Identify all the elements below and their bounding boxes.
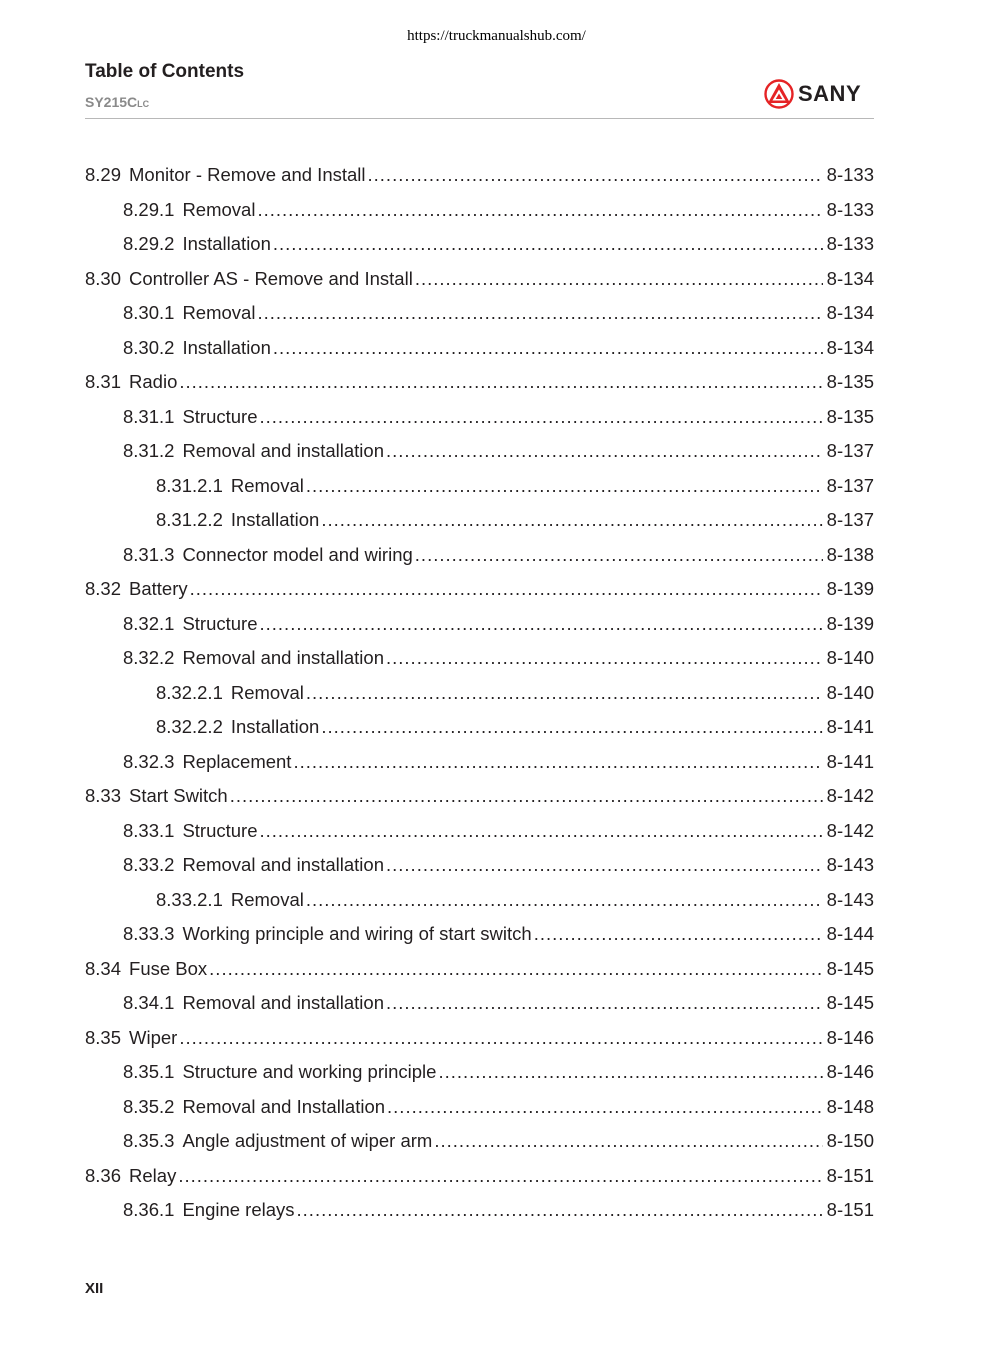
toc-entry-page: 8-145: [826, 992, 874, 1014]
toc-dot-leader: [386, 854, 823, 876]
toc-entry[interactable]: [85, 952, 874, 987]
toc-entry-page: 8-146: [826, 1026, 874, 1048]
toc-entry-title: Removal: [182, 302, 256, 324]
toc-entry-title: Removal: [230, 888, 304, 910]
toc-entry-title: Monitor - Remove and Install: [129, 164, 366, 186]
toc-dot-leader: [273, 233, 823, 255]
table-of-contents: [85, 158, 874, 1228]
toc-entry-title: Start Switch: [129, 785, 228, 807]
toc-dot-leader: [230, 785, 823, 807]
toc-entry-number: 8.32.3: [123, 750, 175, 772]
toc-entry-title: Removal and installation: [182, 647, 384, 669]
toc-entry-number: 8.34.1: [123, 992, 175, 1014]
toc-entry[interactable]: [85, 676, 874, 711]
toc-dot-leader: [297, 1199, 823, 1221]
toc-entry-number: 8.29: [85, 164, 122, 186]
toc-entry-number: 8.34: [85, 957, 122, 979]
toc-entry-number: 8.32.2.2: [156, 716, 223, 738]
toc-dot-leader: [178, 1165, 822, 1187]
toc-entry-number: 8.33: [85, 785, 122, 807]
toc-entry-number: 8.36: [85, 1164, 122, 1186]
toc-entry-number: 8.33.2: [123, 854, 175, 876]
toc-entry-number: 8.30.2: [123, 336, 175, 358]
toc-entry-title: Installation: [230, 509, 320, 531]
toc-entry-page: 8-151: [826, 1164, 874, 1186]
toc-entry-page: 8-139: [826, 578, 874, 600]
toc-entry-title: Removal and installation: [182, 440, 384, 462]
toc-entry-title: Replacement: [182, 750, 292, 772]
toc-dot-leader: [260, 613, 823, 635]
toc-entry-number: 8.35.2: [123, 1095, 175, 1117]
model-main: SY215C: [85, 94, 138, 110]
toc-dot-leader: [321, 716, 822, 738]
toc-entry-page: 8-151: [826, 1199, 874, 1221]
toc-entry-title: Connector model and wiring: [182, 543, 413, 565]
toc-dot-leader: [321, 509, 822, 531]
toc-entry[interactable]: [85, 710, 874, 745]
toc-entry-title: Installation: [182, 233, 271, 255]
toc-entry-number: 8.35.1: [123, 1061, 175, 1083]
toc-entry-title: Removal and installation: [182, 992, 384, 1014]
toc-entry[interactable]: [85, 641, 874, 676]
toc-entry[interactable]: [85, 1159, 874, 1194]
toc-entry-title: Removal and installation: [182, 854, 384, 876]
toc-entry-page: 8-150: [826, 1130, 874, 1152]
toc-entry-number: 8.32.2.1: [156, 681, 223, 703]
toc-entry[interactable]: [85, 745, 874, 780]
toc-entry-title: Fuse Box: [129, 957, 208, 979]
toc-dot-leader: [415, 544, 823, 566]
toc-entry-page: 8-135: [826, 405, 874, 427]
toc-entry-page: 8-146: [826, 1061, 874, 1083]
toc-entry-page: 8-143: [826, 888, 874, 910]
toc-entry[interactable]: [85, 848, 874, 883]
toc-entry[interactable]: [85, 158, 874, 193]
toc-entry-number: 8.33.2.1: [156, 888, 223, 910]
toc-dot-leader: [386, 440, 823, 462]
toc-entry[interactable]: [85, 227, 874, 262]
toc-dot-leader: [534, 923, 823, 945]
toc-dot-leader: [368, 164, 823, 186]
toc-entry-title: Removal and Installation: [182, 1095, 386, 1117]
brand-wordmark: SANY: [798, 81, 862, 106]
toc-dot-leader: [306, 889, 823, 911]
toc-entry[interactable]: [85, 365, 874, 400]
toc-dot-leader: [209, 958, 823, 980]
toc-entry-title: Working principle and wiring of start switch: [182, 923, 532, 945]
toc-entry-page: 8-134: [826, 302, 874, 324]
toc-entry[interactable]: [85, 779, 874, 814]
toc-entry-title: Engine relays: [182, 1199, 295, 1221]
toc-dot-leader: [386, 647, 823, 669]
toc-entry-title: Wiper: [129, 1026, 178, 1048]
toc-entry[interactable]: [85, 917, 874, 952]
toc-dot-leader: [257, 199, 822, 221]
toc-entry-page: 8-134: [826, 336, 874, 358]
toc-entry[interactable]: [85, 1090, 874, 1125]
toc-entry[interactable]: [85, 607, 874, 642]
toc-dot-leader: [260, 406, 823, 428]
toc-entry-number: 8.31.1: [123, 405, 175, 427]
toc-dot-leader: [438, 1061, 822, 1083]
toc-entry[interactable]: [85, 262, 874, 297]
toc-entry-title: Removal: [230, 474, 304, 496]
toc-entry-page: 8-140: [826, 647, 874, 669]
toc-entry-number: 8.32.2: [123, 647, 175, 669]
toc-entry-page: 8-137: [826, 509, 874, 531]
toc-entry-page: 8-141: [826, 750, 874, 772]
toc-dot-leader: [306, 475, 823, 497]
toc-entry-page: 8-139: [826, 612, 874, 634]
toc-entry[interactable]: [85, 331, 874, 366]
toc-entry-number: 8.32: [85, 578, 122, 600]
toc-entry-title: Controller AS - Remove and Install: [129, 267, 413, 289]
toc-entry-page: 8-138: [826, 543, 874, 565]
toc-entry-page: 8-133: [826, 198, 874, 220]
toc-entry-number: 8.30.1: [123, 302, 175, 324]
toc-dot-leader: [306, 682, 823, 704]
toc-entry-title: Structure: [182, 612, 258, 634]
toc-entry-title: Installation: [230, 716, 320, 738]
toc-entry-title: Structure: [182, 819, 258, 841]
toc-entry-title: Relay: [129, 1164, 177, 1186]
sany-logo: [764, 78, 876, 110]
toc-entry-number: 8.35.3: [123, 1130, 175, 1152]
toc-entry-number: 8.30: [85, 267, 122, 289]
toc-entry-number: 8.32.1: [123, 612, 175, 634]
source-url[interactable]: https://truckmanualshub.com/: [407, 28, 586, 44]
toc-dot-leader: [190, 578, 823, 600]
toc-entry[interactable]: [85, 814, 874, 849]
toc-entry-number: 8.35: [85, 1026, 122, 1048]
model-suffix: LC: [137, 99, 150, 109]
toc-entry-title: Installation: [182, 336, 271, 358]
model-name: [85, 94, 149, 110]
toc-entry-number: 8.29.2: [123, 233, 175, 255]
toc-entry[interactable]: [85, 296, 874, 331]
toc-dot-leader: [260, 820, 823, 842]
toc-entry-page: 8-137: [826, 440, 874, 462]
toc-entry-number: 8.31.3: [123, 543, 175, 565]
toc-dot-leader: [293, 751, 822, 773]
toc-entry-page: 8-145: [826, 957, 874, 979]
toc-entry-page: 8-148: [826, 1095, 874, 1117]
toc-dot-leader: [257, 302, 822, 324]
toc-entry-page: 8-137: [826, 474, 874, 496]
toc-entry-number: 8.33.3: [123, 923, 175, 945]
toc-entry-title: Radio: [129, 371, 178, 393]
toc-entry-number: 8.36.1: [123, 1199, 175, 1221]
toc-entry[interactable]: [85, 1124, 874, 1159]
toc-entry-page: 8-144: [826, 923, 874, 945]
toc-dot-leader: [179, 371, 822, 393]
toc-entry-number: 8.31: [85, 371, 122, 393]
toc-entry-page: 8-142: [826, 819, 874, 841]
toc-entry-number: 8.31.2.1: [156, 474, 223, 496]
toc-entry-number: 8.31.2.2: [156, 509, 223, 531]
toc-entry[interactable]: [85, 883, 874, 918]
toc-entry-page: 8-135: [826, 371, 874, 393]
toc-entry[interactable]: [85, 1055, 874, 1090]
toc-entry-page: 8-143: [826, 854, 874, 876]
toc-entry-title: Structure: [182, 405, 258, 427]
page-title: Table of Contents: [85, 61, 245, 82]
toc-entry[interactable]: [85, 1193, 874, 1228]
toc-entry-title: Removal: [182, 198, 256, 220]
sany-triangle-icon: [764, 79, 794, 109]
toc-entry-page: 8-141: [826, 716, 874, 738]
toc-entry[interactable]: [85, 434, 874, 469]
page-number: XII: [85, 1280, 104, 1297]
toc-entry-number: 8.33.1: [123, 819, 175, 841]
toc-entry-title: Structure and working principle: [182, 1061, 437, 1083]
toc-entry-page: 8-133: [826, 164, 874, 186]
toc-entry-page: 8-140: [826, 681, 874, 703]
toc-entry[interactable]: [85, 572, 874, 607]
toc-dot-leader: [415, 268, 823, 290]
toc-entry[interactable]: [85, 1021, 874, 1056]
toc-dot-leader: [434, 1130, 822, 1152]
header-divider: [85, 118, 874, 119]
toc-entry[interactable]: [85, 400, 874, 435]
toc-entry-page: 8-134: [826, 267, 874, 289]
toc-dot-leader: [179, 1027, 822, 1049]
toc-entry-title: Battery: [129, 578, 188, 600]
toc-dot-leader: [273, 337, 823, 359]
toc-entry-number: 8.29.1: [123, 198, 175, 220]
toc-dot-leader: [386, 992, 823, 1014]
toc-entry[interactable]: [85, 469, 874, 504]
toc-entry-page: 8-142: [826, 785, 874, 807]
toc-entry[interactable]: [85, 503, 874, 538]
toc-entry-title: Angle adjustment of wiper arm: [182, 1130, 433, 1152]
toc-entry[interactable]: [85, 193, 874, 228]
toc-entry[interactable]: [85, 538, 874, 573]
toc-entry-title: Removal: [230, 681, 304, 703]
toc-entry-number: 8.31.2: [123, 440, 175, 462]
toc-entry-page: 8-133: [826, 233, 874, 255]
toc-entry[interactable]: [85, 986, 874, 1021]
toc-dot-leader: [387, 1096, 823, 1118]
